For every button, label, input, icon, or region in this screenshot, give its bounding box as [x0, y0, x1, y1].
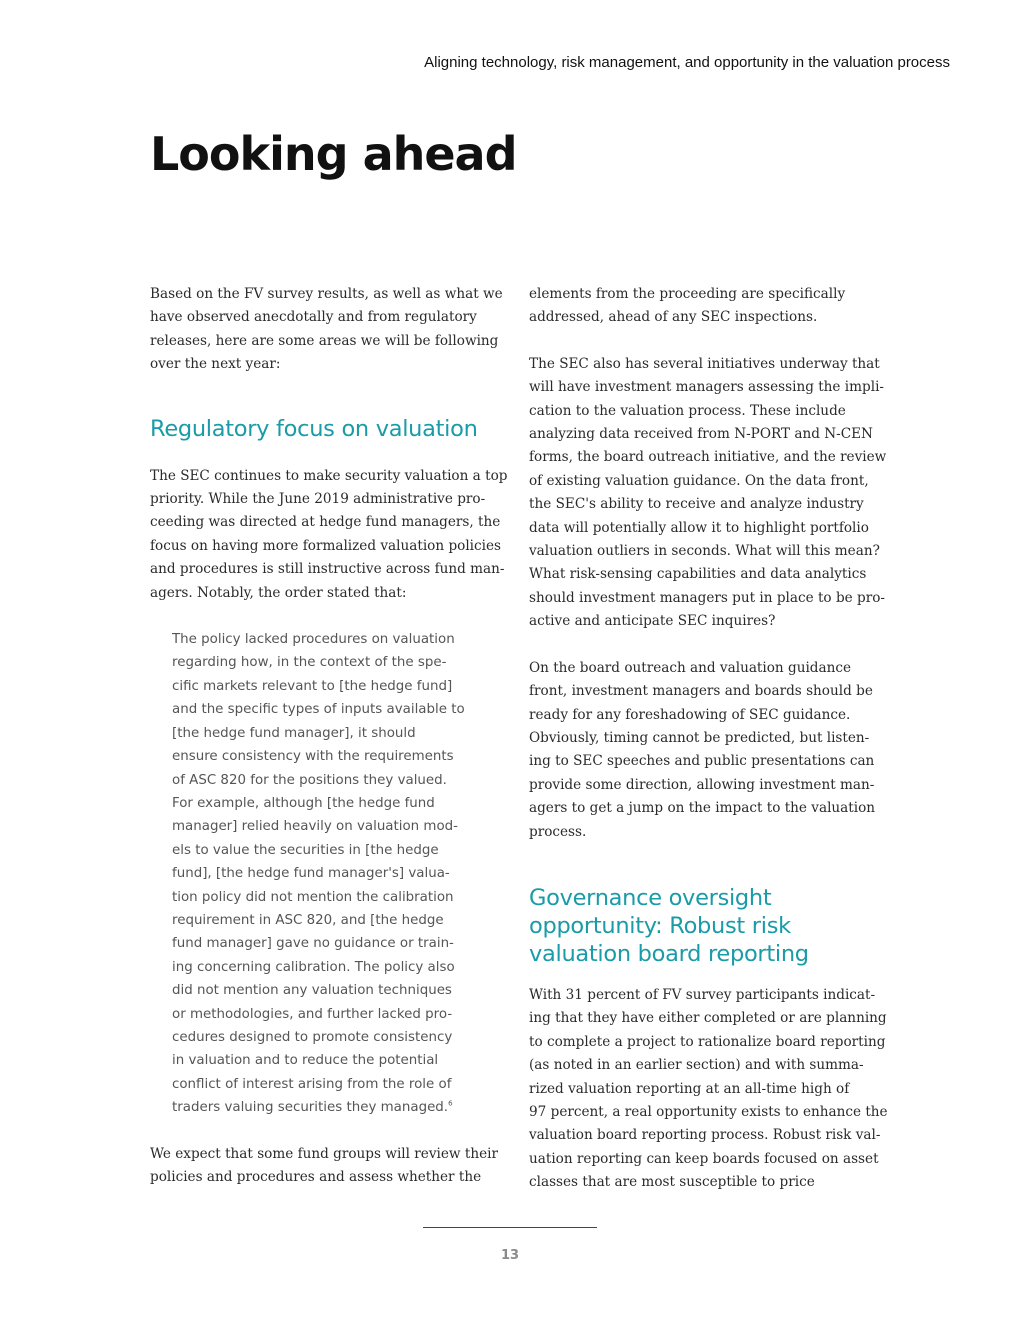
text-line: We expect that some fund groups will review their — [150, 1145, 498, 1162]
initiatives-paragraph — [529, 353, 887, 634]
quote-line: ing concerning calibration. The policy also — [172, 959, 455, 975]
quote-line: in valuation and to reduce the potential — [172, 1053, 439, 1069]
text-line: over the next year: — [150, 356, 281, 373]
regulatory-paragraph — [150, 465, 508, 605]
text-line: process. — [529, 823, 587, 840]
quote-line: els to value the securities in [the hedge — [172, 842, 439, 858]
text-line: active and anticipate SEC inquires? — [529, 613, 776, 630]
text-line: analyzing data received from N-PORT and N-CEN — [529, 426, 873, 443]
text-line: With 31 percent of FV survey participants indicat- — [529, 986, 876, 1003]
quote-line: ensure consistency with the requirements — [172, 749, 454, 765]
text-line: The SEC also has several initiatives underway that — [529, 355, 880, 372]
right-column — [529, 283, 888, 1195]
heading-line: valuation board reporting — [529, 940, 809, 967]
footer-divider — [423, 1227, 597, 1228]
text-line: elements from the proceeding are specifically — [529, 286, 846, 302]
quote-line: conflict of interest arising from the role of — [172, 1076, 452, 1092]
quote-line: regarding how, in the context of the spe- — [172, 655, 447, 671]
text-line: releases, here are some areas we will be following — [150, 332, 499, 349]
quote-line: [the hedge fund manager], it should — [172, 725, 416, 741]
text-line: 97 percent, a real opportunity exists to enhance the — [529, 1103, 888, 1120]
text-line: On the board outreach and valuation guidance — [529, 659, 852, 676]
text-line: should investment managers put in place to be pro- — [529, 589, 885, 606]
text-line: classes that are most susceptible to price — [529, 1174, 815, 1191]
text-line: cation to the valuation process. These include — [529, 402, 846, 419]
text-line: valuation board reporting process. Robust risk val- — [529, 1127, 881, 1144]
text-line: Obviously, timing cannot be predicted, but listen- — [529, 729, 870, 746]
text-line: forms, the board outreach initiative, and the review — [529, 449, 887, 466]
quote-line: or methodologies, and further lacked pro- — [172, 1006, 453, 1022]
quote-line: The policy lacked procedures on valuation — [172, 632, 455, 648]
quote-line: cedures designed to promote consistency — [172, 1029, 453, 1045]
governance-paragraph — [529, 984, 888, 1195]
section-heading-regulatory — [150, 415, 495, 443]
text-line: ing that they have either completed or are planning — [529, 1010, 887, 1027]
text-line: The SEC continues to make security valuation a top — [150, 467, 508, 484]
text-line: to complete a project to rationalize board reporting — [529, 1033, 886, 1050]
quote-line-text: traders valuing securities they managed. — [172, 1100, 449, 1116]
quote-line: fund manager] gave no guidance or train- — [172, 936, 454, 952]
text-line: of existing valuation guidance. On the data front, — [529, 472, 869, 489]
text-line: ing to SEC speeches and public presentations can — [529, 753, 875, 770]
quote-line: fund], [the hedge fund manager's] valua- — [172, 866, 450, 882]
text-line: the SEC's ability to receive and analyze industry — [529, 496, 864, 513]
text-line: uation reporting can keep boards focused on asset — [529, 1150, 879, 1167]
text-line: rized valuation reporting at an all-time high of — [529, 1080, 850, 1097]
text-line: ready for any foreshadowing of SEC guidance. — [529, 706, 851, 723]
text-line: data will potentially allow it to highlight portfolio — [529, 519, 869, 536]
text-line: Based on the FV survey results, as well as what we — [150, 286, 503, 302]
quote-line: and the specific types of inputs available to — [172, 702, 465, 718]
text-line: (as noted in an earlier section) and with summa- — [529, 1057, 864, 1074]
quote-line: tion policy did not mention the calibration — [172, 889, 454, 905]
intro-paragraph — [150, 283, 503, 377]
text-line: valuation outliers in seconds. What will this mean? — [529, 543, 880, 560]
quote-line: cific markets relevant to [the hedge fund] — [172, 678, 453, 694]
quote-line: For example, although [the hedge fund — [172, 795, 435, 811]
text-line: provide some direction, allowing investment man- — [529, 776, 875, 793]
heading-line: Regulatory focus on valuation — [150, 415, 478, 442]
text-line: agers. Notably, the order stated that: — [150, 584, 407, 601]
page-number: 13 — [500, 1248, 520, 1263]
text-line: front, investment managers and boards should be — [529, 683, 873, 700]
page-title: Looking ahead — [150, 127, 517, 181]
quote-line: requirement in ASC 820, and [the hedge — [172, 912, 444, 928]
heading-line: Governance oversight — [529, 884, 772, 911]
left-column — [150, 283, 508, 1189]
text-line: priority. While the June 2019 administrative pro- — [150, 491, 486, 508]
text-line: addressed, ahead of any SEC inspections. — [529, 309, 818, 326]
quote-line-last — [172, 1096, 495, 1119]
board-outreach-paragraph — [529, 657, 874, 844]
text-line: What risk-sensing capabilities and data analytics — [529, 566, 867, 583]
text-line: and procedures is still instructive across fund man- — [150, 561, 505, 578]
quote-line: of ASC 820 for the positions they valued. — [172, 772, 447, 788]
running-header: Aligning technology, risk management, and opportunity in the valuation process — [424, 54, 950, 71]
footnote-marker[interactable]: 6 — [448, 1099, 453, 1108]
text-line: agers to get a jump on the impact to the valuation — [529, 800, 876, 817]
section-heading-governance — [529, 884, 874, 968]
quote-line: did not mention any valuation techniques — [172, 983, 452, 999]
text-line: focus on having more formalized valuation policies — [150, 537, 502, 554]
continuation-paragraph — [529, 283, 874, 330]
quote-line: manager] relied heavily on valuation mod- — [172, 819, 458, 835]
text-line: ceeding was directed at hedge fund managers, the — [150, 514, 501, 531]
text-line: have observed anecdotally and from regulatory — [150, 309, 477, 326]
heading-line: opportunity: Robust risk — [529, 912, 791, 939]
closing-paragraph — [150, 1143, 498, 1190]
text-line: will have investment managers assessing the impli- — [529, 379, 885, 396]
order-quote — [150, 628, 495, 1120]
text-line: policies and procedures and assess whether the — [150, 1169, 482, 1185]
